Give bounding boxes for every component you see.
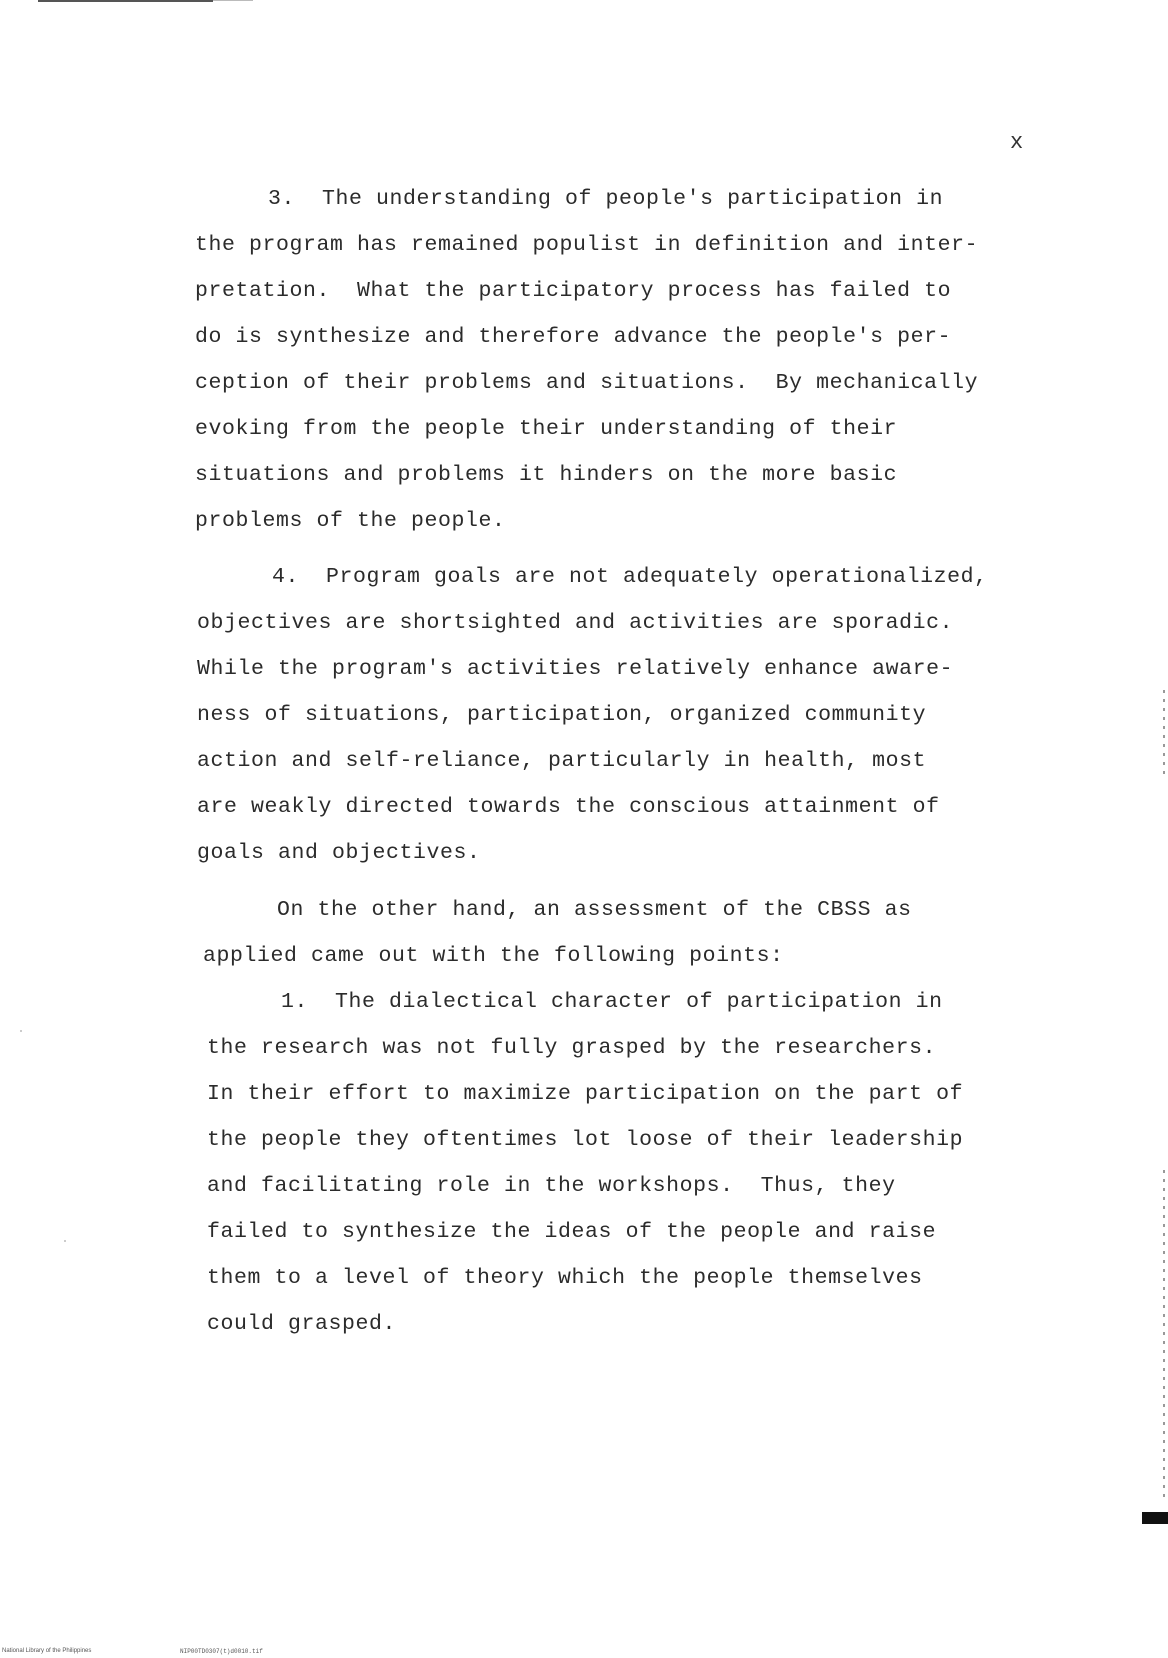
scan-speck xyxy=(20,1030,22,1032)
scan-top-rule-faint xyxy=(213,0,253,1)
text-line: them to a level of theory which the people themselves xyxy=(207,1266,923,1290)
text-line: objectives are shortsighted and activities are sporadic. xyxy=(197,611,954,635)
page-number: x xyxy=(1010,130,1024,155)
text-line: are weakly directed towards the conscious attainment of xyxy=(197,795,940,819)
text-line: applied came out with the following points: xyxy=(203,944,784,968)
text-line: While the program's activities relatively enhance aware- xyxy=(197,657,954,681)
footer-file-id: NIP00TD0307(t)d0010.tif xyxy=(180,1648,263,1655)
text-line: do is synthesize and therefore advance the people's per- xyxy=(195,325,952,349)
text-line: goals and objectives. xyxy=(197,841,481,865)
scan-speck xyxy=(64,1240,66,1242)
text-line: pretation. What the participatory process has failed to xyxy=(195,279,952,303)
text-line: the people they oftentimes lot loose of their leadership xyxy=(207,1128,964,1152)
text-line: On the other hand, an assessment of the CBSS as xyxy=(277,898,912,922)
text-line: 1. The dialectical character of participation in xyxy=(281,990,943,1014)
text-line: and facilitating role in the workshops. Thus, they xyxy=(207,1174,896,1198)
text-line: ception of their problems and situations. By mechanically xyxy=(195,371,979,395)
text-line: could grasped. xyxy=(207,1312,397,1336)
scan-edge-marks xyxy=(1163,1170,1165,1500)
scan-top-rule xyxy=(38,0,213,2)
scan-edge-marks xyxy=(1163,690,1165,780)
text-line: situations and problems it hinders on the more basic xyxy=(195,463,898,487)
text-line: In their effort to maximize participation on the part of xyxy=(207,1082,964,1106)
text-line: action and self-reliance, particularly in health, most xyxy=(197,749,927,773)
text-line: the research was not fully grasped by the researchers. xyxy=(207,1036,937,1060)
text-line: ness of situations, participation, organized community xyxy=(197,703,927,727)
footer-library-name: National Library of the Philippines xyxy=(2,1648,92,1654)
text-line: problems of the people. xyxy=(195,509,506,533)
text-line: the program has remained populist in definition and inter- xyxy=(195,233,979,257)
scan-edge-bar xyxy=(1142,1512,1168,1524)
text-line: 4. Program goals are not adequately operationalized, xyxy=(272,565,988,589)
text-line: failed to synthesize the ideas of the people and raise xyxy=(207,1220,937,1244)
text-line: evoking from the people their understanding of their xyxy=(195,417,898,441)
text-line: 3. The understanding of people's participation in xyxy=(268,187,944,211)
